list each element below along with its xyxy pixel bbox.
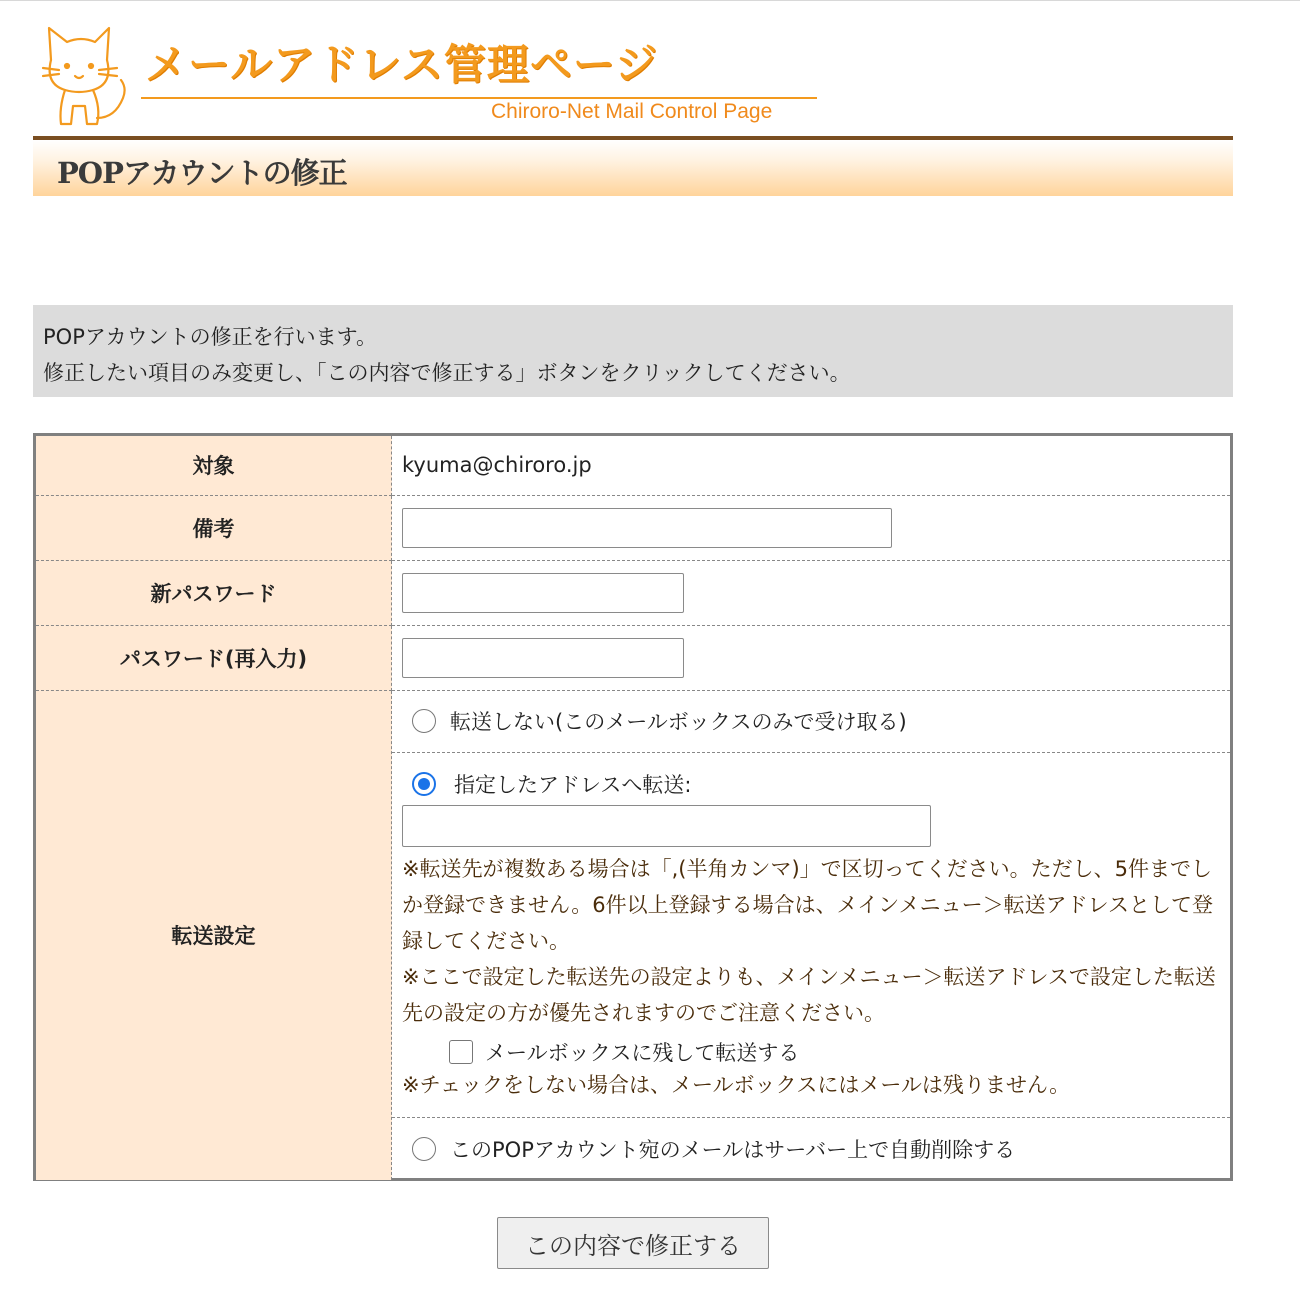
password-confirm-label: パスワード(再入力) bbox=[36, 625, 392, 690]
forward-note-3: ※チェックをしない場合は、メールボックスにはメールは残りません。 bbox=[402, 1072, 1071, 1097]
top-border bbox=[0, 0, 1300, 1]
forward-delete-radio[interactable] bbox=[412, 1137, 436, 1161]
edit-form bbox=[33, 433, 1233, 1181]
forwarding-label: 転送設定 bbox=[36, 690, 392, 1180]
keep-copy-label: メールボックスに残して転送する bbox=[485, 1040, 800, 1065]
submit-button[interactable]: この内容で修正する bbox=[497, 1217, 769, 1269]
info-box bbox=[33, 305, 1233, 397]
memo-input[interactable] bbox=[402, 508, 892, 548]
cat-logo-icon bbox=[37, 22, 133, 128]
forward-address-input[interactable] bbox=[402, 805, 931, 847]
forward-note-1: ※転送先が複数ある場合は「,(半角カンマ)」で区切ってください。ただし、5件までしか登録できません。6件以上登録する場合は、メインメニュー＞転送アドレスとして登録してください。 bbox=[402, 856, 1213, 953]
target-value: kyuma@chiroro.jp bbox=[402, 453, 592, 478]
forward-delete-section bbox=[392, 1118, 1230, 1180]
forward-address-option[interactable] bbox=[402, 769, 1220, 799]
keep-copy-checkbox[interactable] bbox=[449, 1040, 473, 1064]
password-confirm-input[interactable] bbox=[402, 638, 684, 678]
info-line-1: POPアカウントの修正を行います。 bbox=[43, 325, 377, 349]
forward-address-section bbox=[392, 753, 1230, 1118]
logo-subtitle: Chiroro-Net Mail Control Page bbox=[491, 100, 773, 123]
logo-underline bbox=[141, 97, 817, 99]
row-forwarding bbox=[36, 690, 1230, 1180]
forward-note-2: ※ここで設定した転送先の設定よりも、メインメニュー＞転送アドレスで設定した転送先の設定の方が優先されますのでご注意ください。 bbox=[402, 964, 1216, 1025]
logo-title: メールアドレス管理ページ bbox=[145, 40, 659, 89]
new-password-label: 新パスワード bbox=[36, 560, 392, 625]
keep-copy-option[interactable] bbox=[402, 1037, 1220, 1067]
forward-delete-label: このPOPアカウント宛のメールはサーバー上で自動削除する bbox=[450, 1137, 1016, 1162]
info-line-2: 修正したい項目のみ変更し、「この内容で修正する」ボタンをクリックしてください。 bbox=[43, 361, 851, 385]
row-memo bbox=[36, 495, 1230, 560]
forward-none-option[interactable] bbox=[412, 706, 907, 736]
header bbox=[33, 18, 1233, 136]
forward-none-section bbox=[392, 691, 1230, 753]
row-password-confirm bbox=[36, 625, 1230, 690]
forward-none-label: 転送しない(このメールボックスのみで受け取る) bbox=[450, 710, 907, 734]
row-new-password bbox=[36, 560, 1230, 625]
forward-address-label: 指定したアドレスへ転送: bbox=[454, 772, 692, 797]
memo-label: 備考 bbox=[36, 495, 392, 560]
new-password-input[interactable] bbox=[402, 573, 684, 613]
forward-none-radio[interactable] bbox=[412, 709, 436, 733]
forward-delete-option[interactable] bbox=[412, 1134, 1015, 1164]
page-title: POPアカウントの修正 bbox=[57, 156, 347, 190]
form-table bbox=[36, 436, 1230, 1180]
forward-address-radio[interactable] bbox=[412, 772, 436, 796]
row-target bbox=[36, 436, 1230, 495]
page-title-bar bbox=[33, 136, 1233, 196]
target-label: 対象 bbox=[36, 436, 392, 495]
